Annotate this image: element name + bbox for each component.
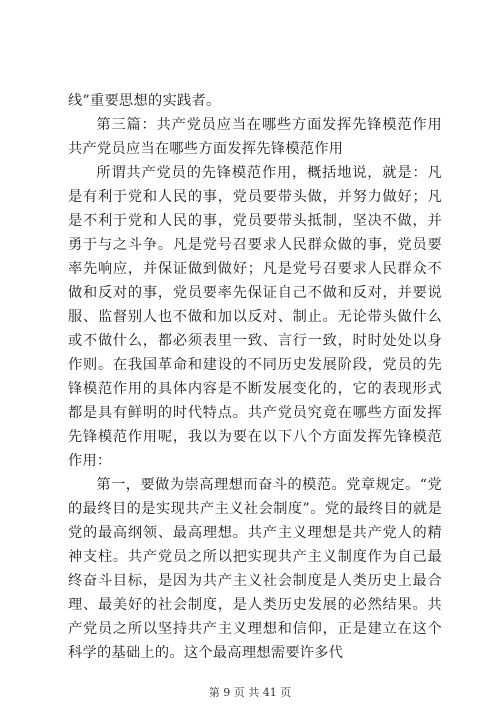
document-body	[68, 89, 442, 665]
paragraph-continuation: 线”重要思想的实践者。	[68, 93, 221, 109]
page-number-footer: 第 9 页 共 41 页	[208, 686, 292, 699]
paragraph-point-one: 第一，要做为崇高理想而奋斗的模范。党章规定。“党的最终目的是实现共产主义社会制度”。党的最终目的就是党的最高纲领、最高理想。共产主义理想是共产党人的精神支柱。共产党员之所以把实现共产主义制度作为自己最终奋斗目标，是因为共产主义社会制度是人类历史上最合理、最美好的社会制度，是人类历史发展的必然结果。共产党员之所以坚持共产主义理想和信仰，正是建立在这个科学的基础上的。这个最高理想需要许多代	[68, 477, 442, 661]
paragraph-definition: 所谓共产党员的先锋模范作用，概括地说，就是：凡是有利于党和人民的事，党员要带头做，并努力做好；凡是不利于党和人民的事，党员要带头抵制，坚决不做，并勇于与之斗争。凡是党号召要求人民群众做的事，党员要率先响应，并保证做到做好；凡是党号召要求人民群众不做和反对的事，党员要率先保证自己不做和反对，并要说服、监督别人也不做和加以反对、制止。无论带头做什么或不做什么，都必须表里一致、言行一致，时时处处以身作则。在我国革命和建设的不同历史发展阶段，党员的先锋模范作用的具体内容是不断发展变化的，它的表现形式都是具有鲜明的时代特点。共产党员究竟在哪些方面发挥先锋模范作用呢，我以为要在以下八个方面发挥先锋模范作用：	[68, 165, 442, 469]
paragraph-section-title: 第三篇：共产党员应当在哪些方面发挥先锋模范作用共产党员应当在哪些方面发挥先锋模范作用	[68, 117, 442, 157]
